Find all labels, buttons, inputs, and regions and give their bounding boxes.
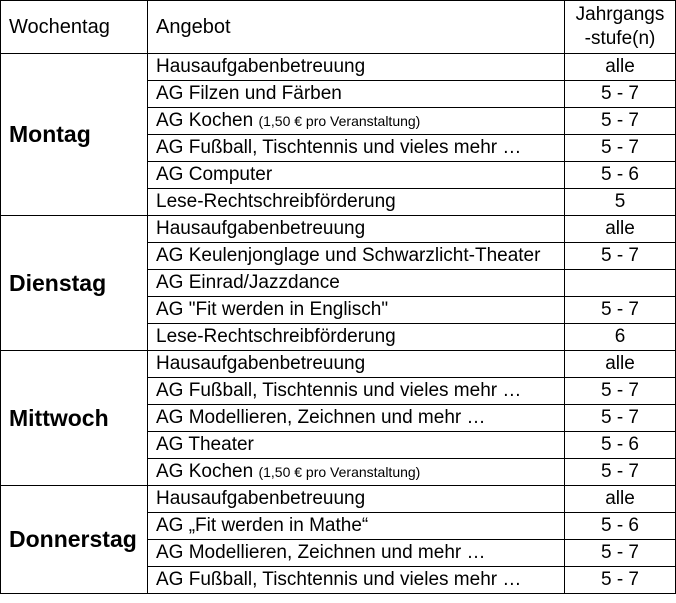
weekday-cell: Donnerstag: [1, 486, 148, 594]
offer-label: Lese-Rechtschreibförderung: [156, 326, 396, 347]
offer-note: (1,50 € pro Veranstaltung): [258, 113, 421, 129]
header-row: [1, 1, 676, 54]
grade-cell: 5 - 7: [565, 567, 676, 594]
offer-cell: [148, 513, 565, 540]
grade-cell: 5 - 7: [565, 459, 676, 486]
offer-cell: [148, 135, 565, 162]
grade-cell: alle: [565, 54, 676, 81]
table-row: [1, 54, 676, 81]
offer-label: AG Kochen: [156, 110, 254, 131]
offer-label: AG Einrad/Jazzdance: [156, 272, 340, 293]
grade-cell: alle: [565, 486, 676, 513]
grade-cell: 5 - 7: [565, 297, 676, 324]
offer-cell: [148, 567, 565, 594]
table-row: [1, 351, 676, 378]
schedule-body: [1, 54, 676, 594]
header-offer: Angebot: [148, 1, 565, 54]
offer-label: Hausaufgabenbetreuung: [156, 353, 366, 374]
offer-cell: [148, 351, 565, 378]
offer-label: AG Filzen und Färben: [156, 83, 342, 104]
grade-cell: 5 - 7: [565, 378, 676, 405]
offer-cell: [148, 270, 565, 297]
offer-label: AG Theater: [156, 434, 254, 455]
offer-cell: [148, 54, 565, 81]
offer-label: AG „Fit werden in Mathe“: [156, 515, 369, 536]
grade-cell: 5 - 7: [565, 108, 676, 135]
header-weekday: Wochentag: [1, 1, 148, 54]
grade-cell: alle: [565, 351, 676, 378]
grade-cell: 5 - 6: [565, 162, 676, 189]
header-grade-line2: -stufe(n): [584, 28, 656, 49]
header-grade-line1: Jahrgangs: [575, 4, 665, 25]
offer-cell: [148, 297, 565, 324]
offer-cell: [148, 162, 565, 189]
offer-cell: [148, 378, 565, 405]
grade-cell: 5: [565, 189, 676, 216]
weekday-cell: Montag: [1, 54, 148, 216]
offer-label: AG Fußball, Tischtennis und vieles mehr …: [156, 380, 522, 401]
offer-label: AG Fußball, Tischtennis und vieles mehr …: [156, 569, 522, 590]
offer-cell: [148, 243, 565, 270]
offer-cell: [148, 405, 565, 432]
table-row: [1, 216, 676, 243]
table-row: [1, 486, 676, 513]
offer-label: Hausaufgabenbetreuung: [156, 488, 366, 509]
grade-cell: 5 - 6: [565, 432, 676, 459]
offer-cell: [148, 189, 565, 216]
grade-cell: 5 - 7: [565, 243, 676, 270]
offer-label: AG Computer: [156, 164, 273, 185]
grade-cell: 5 - 7: [565, 540, 676, 567]
offer-label: AG "Fit werden in Englisch": [156, 299, 389, 320]
weekday-cell: Dienstag: [1, 216, 148, 351]
offer-cell: [148, 540, 565, 567]
header-grade: [565, 1, 676, 54]
offer-label: AG Modellieren, Zeichnen und mehr …: [156, 542, 486, 563]
offer-label: AG Kochen: [156, 461, 254, 482]
offer-label: AG Modellieren, Zeichnen und mehr …: [156, 407, 486, 428]
grade-cell: 6: [565, 324, 676, 351]
grade-cell: 5 - 7: [565, 135, 676, 162]
offer-label: Hausaufgabenbetreuung: [156, 218, 366, 239]
offer-cell: [148, 459, 565, 486]
grade-cell: 5 - 7: [565, 81, 676, 108]
offer-cell: [148, 486, 565, 513]
offer-label: Lese-Rechtschreibförderung: [156, 191, 396, 212]
grade-cell: alle: [565, 216, 676, 243]
weekday-cell: Mittwoch: [1, 351, 148, 486]
grade-cell: 5 - 7: [565, 405, 676, 432]
offer-label: AG Keulenjonglage und Schwarzlicht-Theater: [156, 245, 541, 266]
offer-label: AG Fußball, Tischtennis und vieles mehr …: [156, 137, 522, 158]
offer-cell: [148, 432, 565, 459]
offer-note: (1,50 € pro Veranstaltung): [258, 464, 421, 480]
offer-cell: [148, 108, 565, 135]
offer-cell: [148, 81, 565, 108]
grade-cell: [565, 270, 676, 297]
offer-cell: [148, 216, 565, 243]
offer-cell: [148, 324, 565, 351]
offer-label: Hausaufgabenbetreuung: [156, 56, 366, 77]
grade-cell: 5 - 6: [565, 513, 676, 540]
